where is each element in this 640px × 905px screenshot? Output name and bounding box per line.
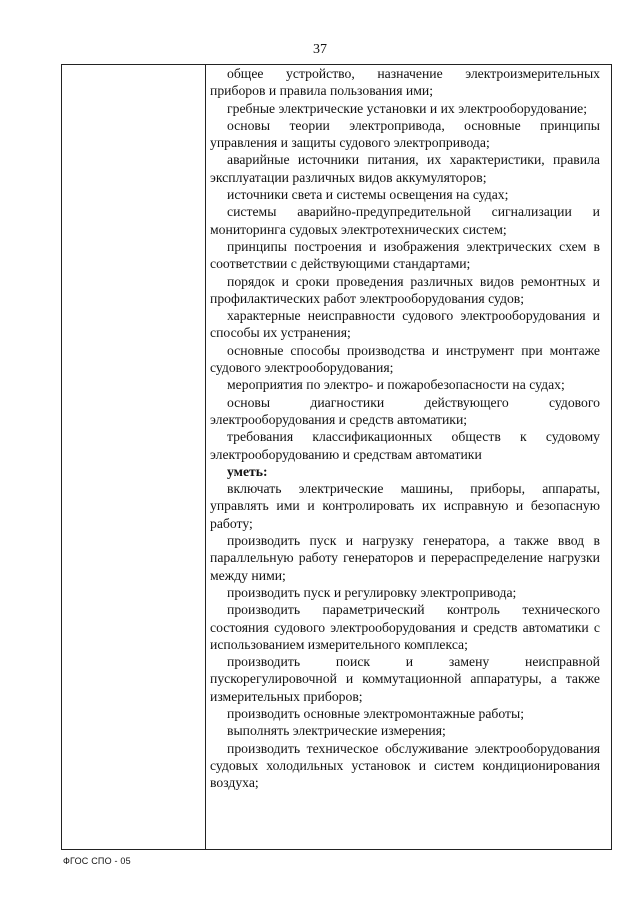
list-item: производить пуск и регулировку электропривода; (227, 584, 517, 600)
list-item: характерные неисправности судового электрооборудования и способы их устранения; (210, 308, 600, 341)
list-item: гребные электрические установки и их электрооборудование; (227, 100, 588, 116)
list-item: основы теории электропривода, основные принципы управления и защиты судового электропривода; (210, 117, 600, 151)
knowledge-list (210, 65, 600, 463)
list-item: производить параметрический контроль технического состояния судового электрооборудования и средств автоматики с использованием измерительного комплекса; (210, 602, 600, 652)
table-content-cell (210, 65, 600, 791)
list-item: производить основные электромонтажные работы; (227, 705, 525, 721)
list-item: включать электрические машины, приборы, аппараты, управлять ими и контролировать их исправную и безопасную работу; (210, 481, 600, 531)
list-item: выполнять электрические измерения; (227, 723, 446, 739)
list-item: источники света и системы освещения на судах; (227, 187, 509, 203)
list-item: системы аварийно-предупредительной сигнализации и мониторинга судовых электротехнических систем; (210, 204, 600, 237)
list-item: общее устройство, назначение электроизмерительных приборов и правила пользования ими; (210, 66, 600, 99)
competency-table (61, 64, 612, 850)
list-item: требования классификационных обществ к судовому электрооборудованию и средствам автоматики (210, 429, 600, 462)
list-item: мероприятия по электро- и пожаробезопасности на судах; (227, 377, 565, 393)
list-item: основы диагностики действующего судового электрооборудования и средств автоматики; (210, 394, 600, 427)
list-item: аварийные источники питания, их характеристики, правила эксплуатации различных видов аккумуляторов; (210, 152, 600, 185)
list-item: производить техническое обслуживание электрооборудования судовых холодильных установок и систем кондиционирования воздуха; (210, 740, 600, 791)
list-item: принципы построения и изображения электрических схем в соответствии с действующими стандартами; (210, 238, 600, 272)
page-number: 37 (313, 42, 327, 57)
column-divider (205, 65, 206, 849)
list-item: основные способы производства и инструмент при монтаже судового электрооборудования; (210, 342, 600, 376)
document-code: ФГОС СПО - 05 (63, 856, 131, 866)
list-item: производить поиск и замену неисправной пускорегулировочной и коммутационной аппаратуры, а также измерительных приборов; (210, 654, 600, 704)
skills-list (210, 480, 600, 791)
list-item: производить пуск и нагрузку генератора, а также ввод в параллельную работу генераторов и перераспределение нагрузки между ними; (210, 533, 600, 583)
skills-heading: уметь: (227, 463, 268, 479)
list-item: порядок и сроки проведения различных видов ремонтных и профилактических работ электрооборудования судов; (210, 273, 600, 306)
